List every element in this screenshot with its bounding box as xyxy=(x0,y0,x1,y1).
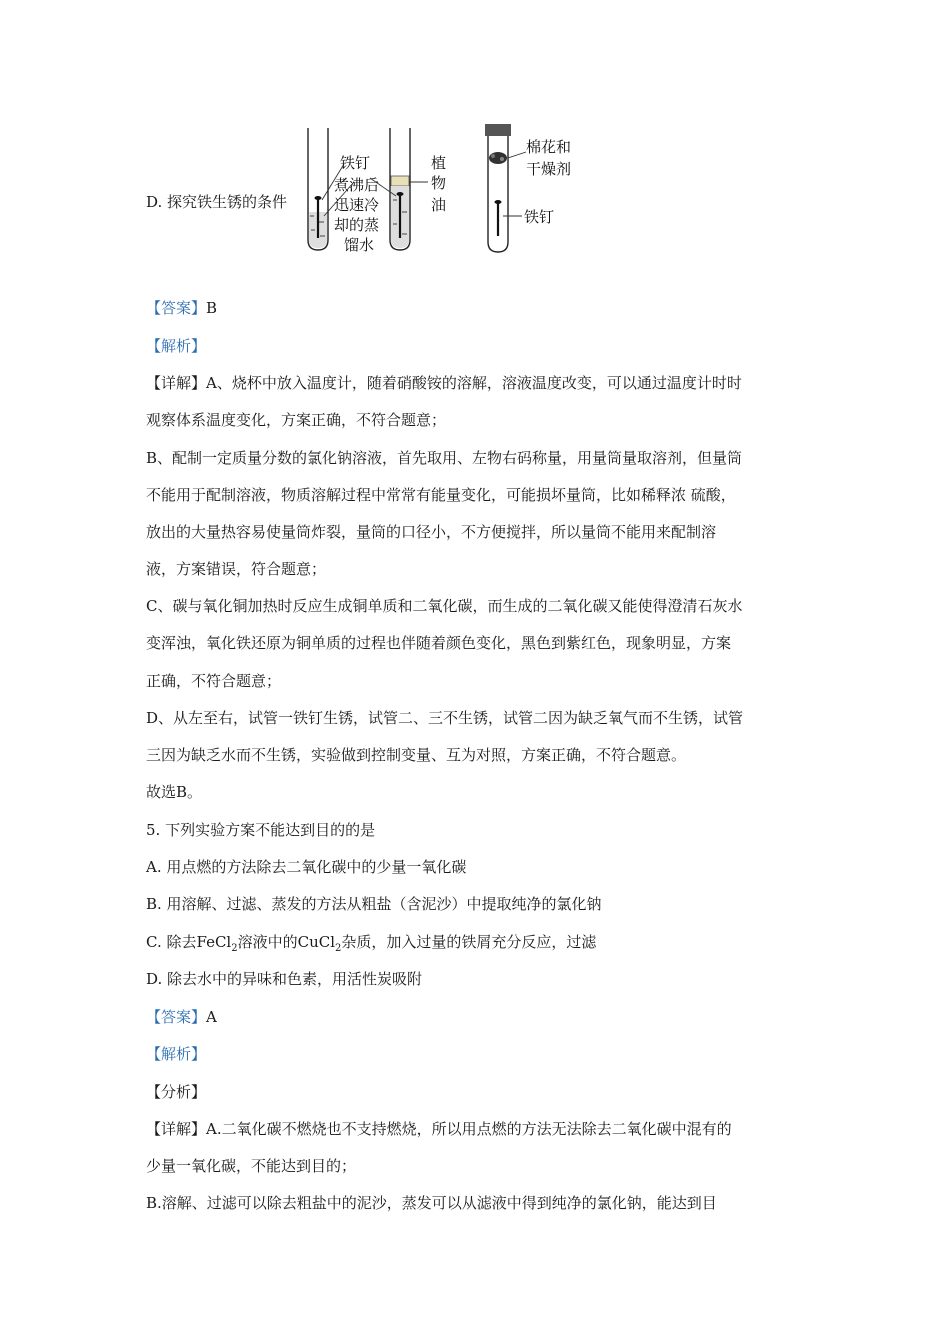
label-oil-3: 油 xyxy=(431,196,447,214)
q5-detail-line: 少量一氧化碳，不能达到目的； xyxy=(146,1157,357,1175)
q5-fenxi-label: 【分析】 xyxy=(146,1083,207,1101)
label-nail-1: 铁钉 xyxy=(340,154,371,172)
iron-rust-diagram xyxy=(300,120,600,280)
label-water-3: 却的蒸 xyxy=(334,216,380,234)
label-water-2: 迅速冷 xyxy=(334,196,380,214)
test-tube-2 xyxy=(390,128,410,250)
q5-stem: 5. 下列实验方案不能达到目的的是 xyxy=(146,821,376,839)
q4-detail-line: 观察体系温度变化，方案正确，不符合题意； xyxy=(146,411,447,429)
q4-detail-line: B、配制一定质量分数的氯化钠溶液，首先取用、左物右码称量，用量筒量取溶剂，但量筒 xyxy=(146,449,743,467)
q4-detail-line: 正确，不符合题意； xyxy=(146,672,282,690)
q5-option-c: C. 除去FeCl$_2$溶液中的CuCl$_2$杂质，加入过量的铁屑充分反应，过滤 xyxy=(146,933,597,954)
q4-detail-line: 液，方案错误，符合题意； xyxy=(146,560,327,578)
q4-answer: 【答案】B xyxy=(146,299,218,317)
q4-analysis-label: 【解析】 xyxy=(146,337,207,355)
label-water-4: 馏水 xyxy=(344,236,375,254)
q5-option-d: D. 除去水中的异味和色素，用活性炭吸附 xyxy=(146,970,423,988)
q4-detail-line: 放出的大量热容易使量筒炸裂，量筒的口径小，不方便搅拌，所以量筒不能用来配制溶 xyxy=(146,523,717,541)
q4-detail-line: 三因为缺乏水而不生锈，实验做到控制变量、互为对照，方案正确，不符合题意。 xyxy=(146,746,687,764)
q5-detail-line: 【详解】A.二氧化碳不燃烧也不支持燃烧，所以用点燃的方法无法除去二氧化碳中混有的 xyxy=(146,1120,732,1138)
label-water-1: 煮沸后 xyxy=(334,176,380,194)
q4-detail-line: 变浑浊，氧化铁还原为铜单质的过程也伴随着颜色变化，黑色到紫红色，现象明显，方案 xyxy=(146,634,732,652)
q4-detail-line: C、碳与氧化铜加热时反应生成铜单质和二氧化碳，而生成的二氧化碳又能使得澄清石灰水 xyxy=(146,597,743,615)
q5-option-a: A. 用点燃的方法除去二氧化碳中的少量一氧化碳 xyxy=(146,858,467,876)
option-d-previous: D. 探究铁生锈的条件 xyxy=(146,193,288,211)
label-nail-3: 铁钉 xyxy=(524,208,555,226)
q4-conclusion: 故选B。 xyxy=(146,783,203,801)
q4-detail-line: 【详解】A、烧杯中放入温度计，随着硝酸铵的溶解，溶液温度改变，可以通过温度计时时 xyxy=(146,374,742,392)
q5-option-b: B. 用溶解、过滤、蒸发的方法从粗盐（含泥沙）中提取纯净的氯化钠 xyxy=(146,895,602,913)
label-oil-1: 植 xyxy=(431,154,447,172)
q5-answer: 【答案】A xyxy=(146,1008,217,1026)
q5-analysis-label: 【解析】 xyxy=(146,1045,207,1063)
q4-detail-line: D、从左至右，试管一铁钉生锈，试管二、三不生锈，试管二因为缺乏氧气而不生锈，试管 xyxy=(146,709,744,727)
label-oil-2: 物 xyxy=(431,174,447,192)
label-cotton-1: 棉花和 xyxy=(526,138,572,156)
label-cotton-2: 干燥剂 xyxy=(526,160,572,178)
test-tube-1 xyxy=(308,128,328,250)
q5-detail-line: B.溶解、过滤可以除去粗盐中的泥沙，蒸发可以从滤液中得到纯净的氯化钠，能达到目 xyxy=(146,1194,717,1212)
test-tube-3 xyxy=(485,124,511,252)
q4-detail-line: 不能用于配制溶液，物质溶解过程中常常有能量变化，可能损坏量筒，比如稀释浓 硫酸， xyxy=(146,486,736,504)
